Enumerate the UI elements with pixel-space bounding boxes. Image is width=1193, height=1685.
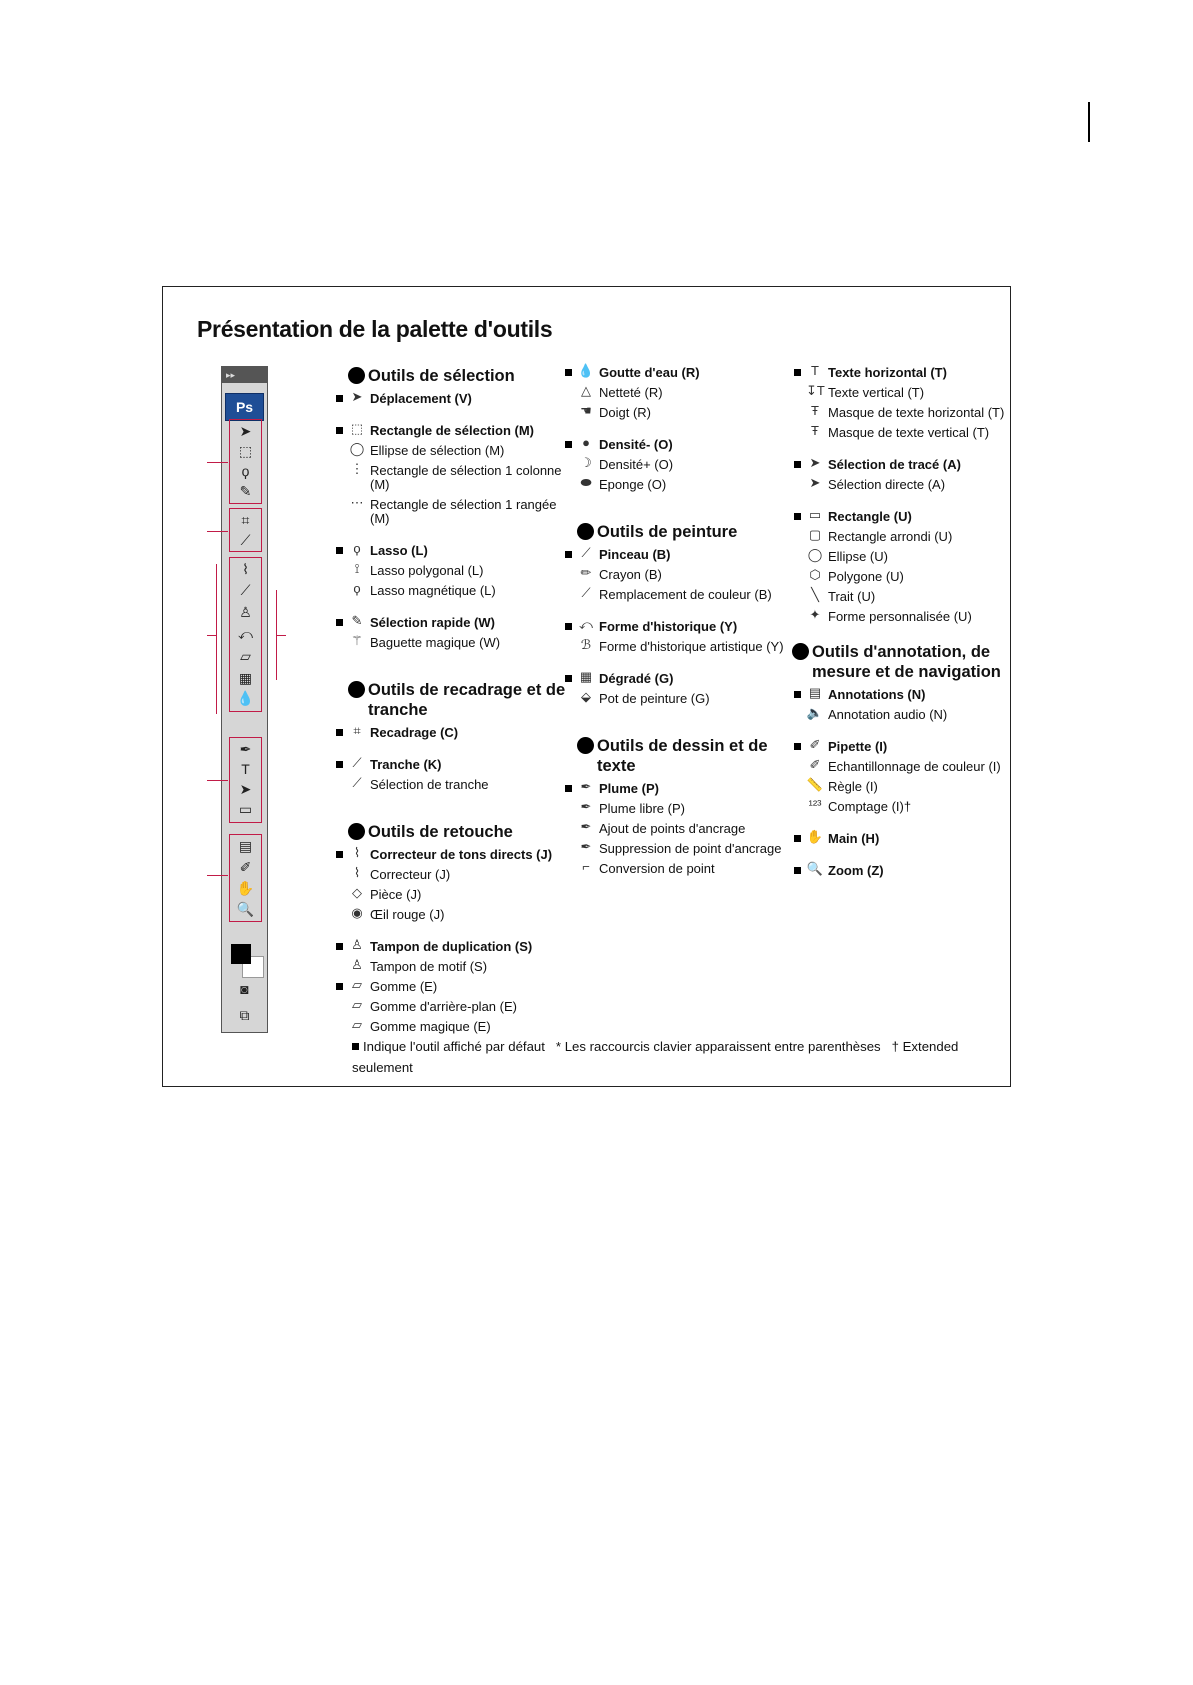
legend-footer: Indique l'outil affiché par défaut * Les raccourcis clavier apparaissent entre parenthèses † Extended seulement [352,1039,959,1075]
crop-icon: ⌗ [353,723,361,738]
tool-item: ♙ Tampon de motif (S) [348,960,573,974]
tool-item: ▦ Dégradé (G) [577,672,792,686]
tool-item: ⌐ Conversion de point [577,862,792,876]
history-brush-icon: ⤺ [579,617,593,632]
foreground-color-swatch [231,944,251,964]
tool-item: ⬚ Rectangle de sélection (M) [348,424,573,438]
tool-item: ▢ Rectangle arrondi (U) [806,530,1006,544]
zoom-icon: 🔍 [236,901,255,917]
tool-item: ➤ Déplacement (V) [348,392,573,406]
notes-icon: ▤ [808,685,822,700]
tool-item: ✒ Plume libre (P) [577,802,792,816]
magic-wand-icon: ⚚ [351,633,363,648]
connector-line [276,635,286,636]
history-brush-icon: ⤺ [238,626,253,642]
pencil-icon: ✏ [580,565,592,580]
lasso-icon: ϙ [241,463,250,479]
tool-item: ◯ Ellipse de sélection (M) [349,441,505,458]
tool-item: ✒ Ajout de points d'ancrage [577,822,792,836]
horizontal-type-mask-icon: Ŧ [811,403,819,418]
connector-line [207,875,228,876]
page-margin-rule [1088,102,1090,142]
tool-item: ⋮ Rectangle de sélection 1 colonne (M) [348,464,573,492]
tool-item: ▭ Rectangle (U) [806,510,1006,524]
slice-select-icon: ⟋ [352,775,362,790]
vertical-type-icon: ↧T [806,383,825,398]
polygon-lasso-icon: ⟟ [354,561,360,576]
tool-item: △ Netteté (R) [577,386,792,400]
figure-title: Présentation de la palette d'outils [197,316,553,342]
direct-selection-icon: ➤ [809,475,821,490]
section-heading: Outils de recadrage et de tranche [348,680,573,720]
connector-line [207,531,228,532]
tool-item: ⌗ Recadrage (C) [348,726,573,740]
tool-item: 🔍 Zoom (Z) [806,864,1006,878]
tool-group-navigation [229,834,262,922]
move-icon: ➤ [239,423,252,439]
magnetic-lasso-icon: ϙ [353,581,361,596]
tool-item: ◯ Ellipse (U) [807,547,888,564]
dodge-icon: ● [582,435,590,450]
tool-item: ⌇ Correcteur de tons directs (J) [348,848,573,862]
eyedropper-icon: ✐ [239,859,252,875]
vertical-type-mask-icon: Ŧ [811,423,819,438]
tool-item: ✐ Echantillonnage de couleur (I) [806,760,1006,774]
custom-shape-icon: ✦ [809,607,821,622]
tool-item: 💧 Goutte d'eau (R) [577,366,792,380]
polygon-icon: ⬡ [809,567,821,582]
rectangle-icon: ▭ [808,507,822,522]
smudge-icon: ☚ [580,403,592,418]
tool-item: ⌇ Correcteur (J) [348,868,573,882]
tool-item: ☚ Doigt (R) [577,406,792,420]
tool-item: ▱ Gomme magique (E) [348,1020,573,1034]
connector-line [216,564,217,714]
tool-item: ✒ Suppression de point d'ancrage [577,842,792,856]
background-eraser-icon: ▱ [352,997,362,1012]
column-3 [806,363,1006,884]
patch-icon: ◇ [352,885,362,900]
tool-item: ⟋ Pinceau (B) [577,548,792,562]
lasso-icon: ϙ [353,541,361,556]
paint-bucket-icon: ⬙ [581,689,591,704]
tool-item: ● Densité- (O) [577,438,792,452]
ruler-icon: 📏 [806,777,824,792]
tool-item: ⬡ Polygone (U) [806,570,1006,584]
clone-stamp-icon: ♙ [239,604,252,620]
tool-group-retouch [229,557,262,712]
magic-eraser-icon: ▱ [352,1017,362,1032]
red-eye-icon: ◉ [351,905,363,920]
section-heading: Outils de peinture [577,522,792,542]
section-heading: Outils de dessin et de texte [577,736,792,776]
gradient-icon: ▦ [238,670,253,686]
quick-selection-icon: ✎ [351,613,363,628]
tool-item: Ŧ Masque de texte horizontal (T) [806,406,1006,420]
add-anchor-icon: ✒ [580,819,592,834]
rectangle-icon: ▭ [238,801,253,817]
zoom-icon: 🔍 [806,861,824,876]
tool-item: ⋯ Rectangle de sélection 1 rangée (M) [348,498,573,526]
tool-item: ▱ Gomme d'arrière-plan (E) [348,1000,573,1014]
tool-item: ✦ Forme personnalisée (U) [806,610,1006,624]
tool-group-drawing [229,737,262,823]
tool-item: ✐ Pipette (I) [806,740,1006,754]
palette-header: ▸▸ [222,367,267,383]
tool-item: ✎ Sélection rapide (W) [348,616,573,630]
tool-item: ☽ Densité+ (O) [577,458,792,472]
marquee-row-icon: ⋯ [350,495,364,510]
freeform-pen-icon: ✒ [580,799,592,814]
move-icon: ➤ [351,389,363,404]
burn-icon: ☽ [580,455,592,470]
eraser-icon: ▱ [352,977,362,992]
spot-healing-icon: ⌇ [242,561,249,577]
marquee-ellipse-icon: ◯ [349,441,365,456]
tool-item: ⬬ Eponge (O) [577,478,792,492]
tools-palette [221,366,268,1033]
gradient-icon: ▦ [579,669,593,684]
section-heading: Outils de sélection [348,366,573,386]
sharpen-icon: △ [581,383,591,398]
tool-item: Ŧ Masque de texte vertical (T) [806,426,1006,440]
ellipse-icon: ◯ [807,547,823,562]
pattern-stamp-icon: ♙ [351,957,363,972]
tool-item: ➤ Sélection de tracé (A) [806,458,1006,472]
connector-line [207,635,217,636]
tool-item: T Texte horizontal (T) [806,366,1006,380]
crop-icon: ⌗ [241,512,250,528]
blur-icon: 💧 [577,363,595,378]
tool-item: ⟋ Sélection de tranche [348,778,573,792]
tool-item: ⟟ Lasso polygonal (L) [348,564,573,578]
eraser-icon: ▱ [240,648,251,664]
tool-item: ϙ Lasso magnétique (L) [348,584,573,598]
brush-icon: ⟋ [240,582,251,598]
pen-icon: ✒ [239,741,252,757]
tool-item: ▱ Gomme (E) [348,980,573,994]
default-marker-icon [352,1043,359,1050]
path-selection-icon: ➤ [809,455,821,470]
column-2 [577,363,792,882]
color-replace-icon: ⟋ [581,585,591,600]
screen-mode-icon: ⧉ [239,1007,250,1023]
tool-item: ⟋ Tranche (K) [348,758,573,772]
tool-item: ✒ Plume (P) [577,782,792,796]
marquee-column-icon: ⋮ [350,461,364,476]
tool-item: ↧T Texte vertical (T) [806,383,925,400]
horizontal-type-icon: T [811,363,819,378]
quick-mask-icon: ◙ [240,981,249,997]
tool-item: ◇ Pièce (J) [348,888,573,902]
spot-healing-icon: ⌇ [353,845,361,860]
tool-item: 🔈 Annotation audio (N) [806,705,948,722]
art-history-brush-icon: ℬ [580,637,592,652]
sponge-icon: ⬬ [580,475,592,490]
tool-group-crop [229,508,262,552]
tool-item: ▤ Annotations (N) [806,688,1006,702]
tool-item: ╲ Trait (U) [806,590,1006,604]
tool-item: ϙ Lasso (L) [348,544,573,558]
audio-note-icon: 🔈 [806,705,824,720]
count-icon: ¹²³ [808,797,822,812]
connector-line [207,462,228,463]
ps-logo: Ps [225,393,264,421]
line-icon: ╲ [811,587,819,602]
color-sampler-icon: ✐ [809,757,821,772]
tool-item: ⬙ Pot de peinture (G) [577,692,792,706]
slice-icon: ⟋ [352,755,362,770]
marquee-rect-icon: ⬚ [350,421,364,436]
marquee-rect-icon: ⬚ [238,443,253,459]
section-heading: Outils de retouche [348,822,573,842]
tool-item: ℬ Forme d'historique artistique (Y) [577,640,792,654]
section-heading: Outils d'annotation, de mesure et de navigation [792,642,1006,682]
tool-item: ⚚ Baguette magique (W) [348,636,573,650]
tool-item: ✋ Main (H) [806,832,1006,846]
column-1 [348,366,573,1040]
tool-item: ♙ Tampon de duplication (S) [348,940,573,954]
eyedropper-icon: ✐ [809,737,821,752]
tool-item: ◉ Œil rouge (J) [348,908,573,922]
delete-anchor-icon: ✒ [580,839,592,854]
path-selection-icon: ➤ [239,781,252,797]
brush-icon: ⟋ [581,545,591,560]
quick-selection-icon: ✎ [239,483,252,499]
tool-item: ⟋ Remplacement de couleur (B) [577,588,792,602]
healing-brush-icon: ⌇ [353,865,361,880]
notes-icon: ▤ [238,838,253,854]
pen-icon: ✒ [580,779,592,794]
tool-item: 📏 Règle (I) [806,777,878,794]
hand-icon: ✋ [236,880,255,896]
convert-point-icon: ⌐ [582,859,590,874]
rounded-rect-icon: ▢ [808,527,822,542]
tool-item: ¹²³ Comptage (I)† [806,800,1006,814]
connector-line [207,780,228,781]
tool-item: ✏ Crayon (B) [577,568,792,582]
blur-icon: 💧 [236,690,255,706]
clone-stamp-icon: ♙ [351,937,363,952]
horizontal-type-icon: T [241,761,250,777]
slice-icon: ⟋ [240,532,251,548]
tool-item: ⤺ Forme d'historique (Y) [577,620,792,634]
tool-item: ➤ Sélection directe (A) [806,478,1006,492]
hand-icon: ✋ [806,829,824,844]
tool-group-selection [229,419,262,504]
